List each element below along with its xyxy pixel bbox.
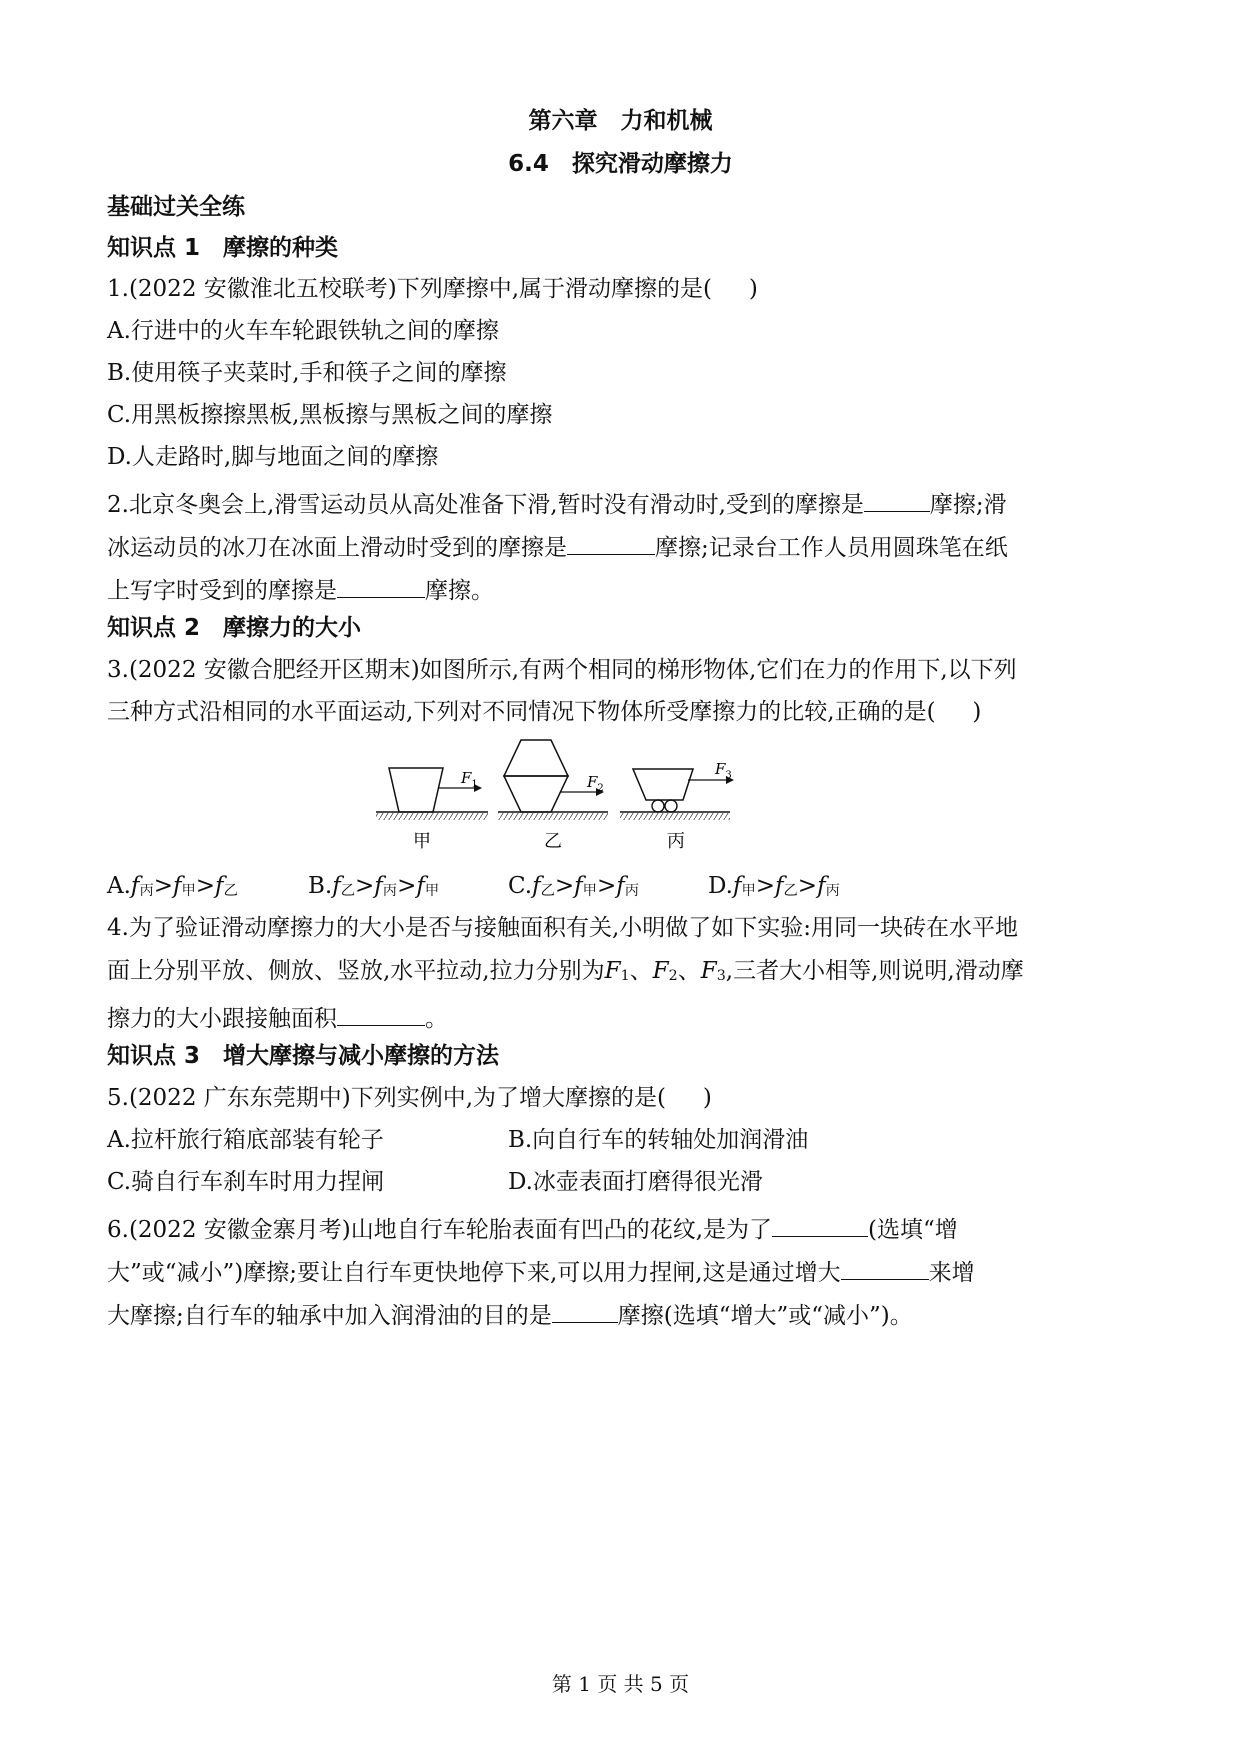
q3-option-a: A.f丙>f甲>f乙 bbox=[107, 873, 238, 900]
chapter-title: 第六章 力和机械 bbox=[528, 108, 713, 134]
q5-option-d: D.冰壶表面打磨得很光滑 bbox=[508, 1169, 763, 1195]
question-2-line-1: 2.北京冬奥会上,滑雪运动员从高处准备下滑,暂时没有滑动时,受到的摩擦是 摩擦;滑 bbox=[107, 487, 1007, 520]
q3-option-d: D.f甲>f乙>f丙 bbox=[708, 873, 840, 900]
question-3-line-2: 三种方式沿相同的水平面运动,下列对不同情况下物体所受摩擦力的比较,正确的是( ) bbox=[107, 699, 982, 725]
trapezoid-yi-bottom bbox=[504, 776, 568, 812]
question-6-line-2: 大”或“减小”)摩擦;要让自行车更快地停下来,可以用力捏闸,这是通过增大 来增 bbox=[107, 1255, 975, 1288]
q1-option-a: A.行进中的火车车轮跟铁轨之间的摩擦 bbox=[107, 318, 499, 344]
answer-blank[interactable] bbox=[337, 573, 425, 598]
section-title: 6.4 探究滑动摩擦力 bbox=[508, 151, 733, 177]
question-1: 1.(2022 安徽淮北五校联考)下列摩擦中,属于滑动摩擦的是( ) bbox=[107, 276, 758, 302]
answer-blank[interactable] bbox=[552, 1298, 618, 1323]
answer-blank[interactable] bbox=[567, 530, 655, 555]
question-4-line-3: 擦力的大小跟接触面积 。 bbox=[107, 1001, 448, 1034]
question-2-line-2: 冰运动员的冰刀在冰面上滑动时受到的摩擦是 摩擦;记录台工作人员用圆珠笔在纸 bbox=[107, 530, 1008, 563]
q5-option-c: C.骑自行车刹车时用力捏闸 bbox=[107, 1169, 385, 1195]
question-2-line-3: 上写字时受到的摩擦是 摩擦。 bbox=[107, 573, 494, 606]
q5-option-b: B.向自行车的转轴处加润滑油 bbox=[508, 1127, 809, 1153]
q3-option-b: B.f乙>f丙>f甲 bbox=[308, 873, 440, 900]
label-f2: $F_2$ bbox=[587, 773, 604, 794]
caption-bing: 丙 bbox=[667, 831, 685, 852]
label-f3: $F_3$ bbox=[715, 760, 732, 781]
question-6-line-3: 大摩擦;自行车的轴承中加入润滑油的目的是 摩擦(选填“增大”或“减小”)。 bbox=[107, 1298, 913, 1331]
ground-yi bbox=[498, 812, 608, 820]
wheel-left bbox=[652, 800, 664, 812]
ground-bing bbox=[620, 812, 730, 820]
trapezoid-bing bbox=[633, 769, 693, 800]
caption-jia: 甲 bbox=[413, 831, 431, 852]
question-5: 5.(2022 广东东莞期中)下列实例中,为了增大摩擦的是( ) bbox=[107, 1085, 712, 1111]
knowledge-point-1: 知识点 1 摩擦的种类 bbox=[107, 235, 339, 261]
wheel-right bbox=[665, 800, 677, 812]
part-heading: 基础过关全练 bbox=[107, 194, 245, 220]
caption-yi: 乙 bbox=[544, 831, 562, 852]
knowledge-point-2: 知识点 2 摩擦力的大小 bbox=[107, 615, 362, 641]
label-f1: $F_1$ bbox=[461, 769, 478, 790]
knowledge-point-3: 知识点 3 增大摩擦与减小摩擦的方法 bbox=[107, 1043, 500, 1069]
answer-blank[interactable] bbox=[841, 1255, 929, 1280]
trapezoid-jia bbox=[389, 768, 443, 812]
page-number: 第 1 页 共 5 页 bbox=[551, 1672, 690, 1696]
question-4-line-1: 4.为了验证滑动摩擦力的大小是否与接触面积有关,小明做了如下实验:用同一块砖在水平地 bbox=[107, 915, 1019, 941]
trapezoid-yi-top bbox=[504, 740, 568, 776]
q1-option-d: D.人走路时,脚与地面之间的摩擦 bbox=[107, 444, 439, 470]
answer-blank[interactable] bbox=[864, 487, 930, 512]
question-6-line-1: 6.(2022 安徽金寨月考)山地自行车轮胎表面有凹凸的花纹,是为了 (选填“增 bbox=[107, 1212, 958, 1245]
q3-option-c: C.f乙>f甲>f丙 bbox=[508, 873, 639, 900]
friction-figure bbox=[370, 738, 740, 856]
answer-blank[interactable] bbox=[772, 1212, 868, 1237]
q1-option-c: C.用黑板擦擦黑板,黑板擦与黑板之间的摩擦 bbox=[107, 402, 553, 428]
q1-option-b: B.使用筷子夹菜时,手和筷子之间的摩擦 bbox=[107, 360, 507, 386]
answer-blank[interactable] bbox=[337, 1001, 425, 1026]
ground-jia bbox=[376, 812, 488, 820]
q5-option-a: A.拉杆旅行箱底部装有轮子 bbox=[107, 1127, 384, 1153]
question-4-line-2: 面上分别平放、侧放、竖放,水平拉动,拉力分别为F1、F2、F3,三者大小相等,则说明,滑动摩 bbox=[107, 958, 1024, 985]
question-3-line-1: 3.(2022 安徽合肥经开区期末)如图所示,有两个相同的梯形物体,它们在力的作用下,以下列 bbox=[107, 657, 1017, 683]
